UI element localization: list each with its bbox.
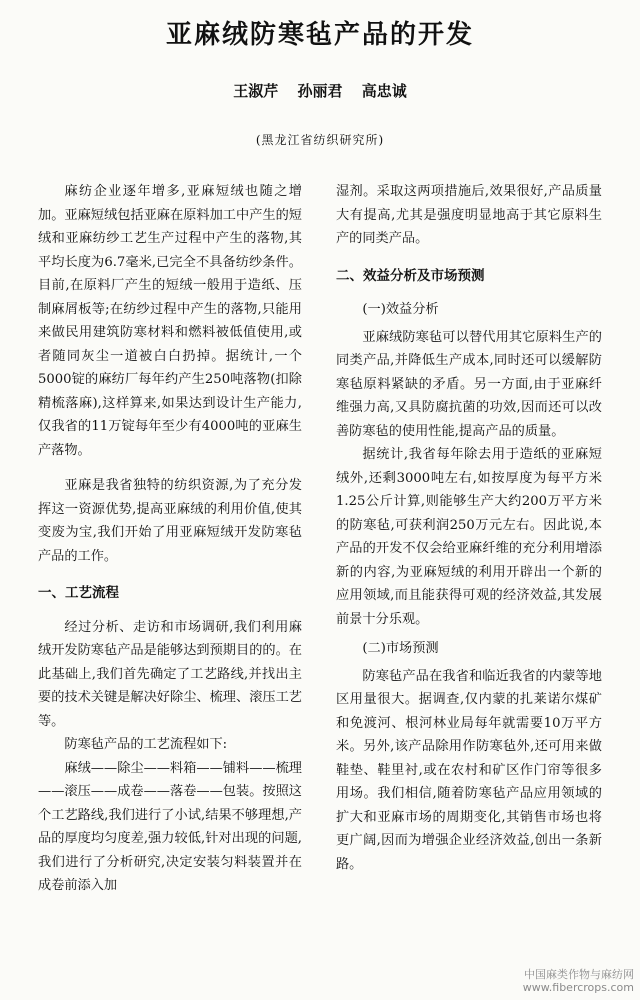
watermark-line: www.fibercrops.com xyxy=(522,981,634,994)
section-heading-process: 一、工艺流程 xyxy=(38,585,119,601)
site-watermark xyxy=(523,968,634,994)
subsection-heading-market-forecast: (二)市场预测 xyxy=(362,641,439,656)
article-title: 亚麻绒防寒毡产品的开发 xyxy=(165,20,474,50)
article-authors: 王淑芹 孙丽君 高忠诚 xyxy=(233,82,407,100)
article-affiliation: (黑龙江省纺织研究所) xyxy=(255,133,385,147)
paragraph: 防寒毡产品在我省和临近我省的内蒙等地区用量很大。据调查,仅内蒙的扎莱诺尔煤矿和免渡河、根河林业局每年就需要10万平方米。另外,该产品除用作防寒毡外,还可用来做鞋垫、鞋里衬,或在农村和矿区作门帘等很多用场。我们相信,随着防寒毡产品应用领域的扩大和亚麻市场的周期变化,其销售市场也将更广阔,因而为增强企业经济效益,创出一条新路。 xyxy=(336,668,602,872)
watermark-line: 中国麻类作物与麻纺网 xyxy=(524,968,634,981)
paragraph: 据统计,我省每年除去用于造纸的亚麻短绒外,还剩3000吨左右,如按厚度为每平方米1.25公斤计算,则能够生产大约200万平方米的防寒毡,可获利润250万元左右。因此说,本产品的开发不仅会给亚麻纤维的充分利用增添新的内容,为亚麻短绒的利用开辟出一个新的应用领域,而且能获得可观的经济效益,其发展前景十分乐观。 xyxy=(336,447,602,627)
right-column xyxy=(336,180,602,876)
section-heading-benefit: 二、效益分析及市场预测 xyxy=(336,267,485,284)
paragraph: 麻纺企业逐年增多,亚麻短绒也随之增加。亚麻短绒包括亚麻在原料加工中产生的短绒和亚麻纺纱工艺生产过程中产生的落物,其平均长度为6.7毫米,已完全不具备纺纱条件。目前,在原料厂产生的短绒一般用于造纸、压制麻屑板等;在纺纱过程中产生的落物,只能用来做民用建筑防寒材料和燃料被低值使用,或者随同灰尘一道被白白扔掉。据统计,一个5000锭的麻纺厂每年约产生250吨落物(扣除精梳落麻),这样算来,如果达到设计生产能力,仅我省的11万锭每年至少有4000吨的亚麻生产落物。 xyxy=(38,184,302,458)
paragraph: 亚麻是我省独特的纺织资源,为了充分发挥这一资源优势,提高亚麻绒的利用价值,使其变废为宝,我们开始了用亚麻短绒开发防寒毡产品的工作。 xyxy=(38,478,302,564)
subsection-heading-benefit-analysis: (一)效益分析 xyxy=(362,302,439,317)
paragraph: 湿剂。采取这两项措施后,效果很好,产品质量大有提高,尤其是强度明显地高于其它原料生产的同类产品。 xyxy=(336,184,602,246)
paragraph: 经过分析、走访和市场调研,我们利用麻绒开发防寒毡产品是能够达到预期目的的。在此基础上,我们首先确定了工艺路线,并找出主要的技术关键是解决好除尘、梳理、滚压工艺等。 xyxy=(38,619,302,729)
paragraph: 防寒毡产品的工艺流程如下: xyxy=(64,737,228,752)
paragraph: 麻绒——除尘——料箱——铺料——梳理——滚压——成卷——落卷——包装。按照这个工艺路线,我们进行了小试,结果不够理想,产品的厚度均匀度差,强力较低,针对出现的问题,我们进行了分析研究,决定安装匀料装置并在成卷前添入加 xyxy=(38,760,302,893)
paragraph: 亚麻绒防寒毡可以替代用其它原料生产的同类产品,并降低生产成本,同时还可以缓解防寒毡原料紧缺的矛盾。另一方面,由于亚麻纤维强力高,又具防腐抗菌的功效,因而还可以改善防寒毡的使用性能,提高产品的质量。 xyxy=(336,329,602,439)
left-column xyxy=(38,180,302,898)
